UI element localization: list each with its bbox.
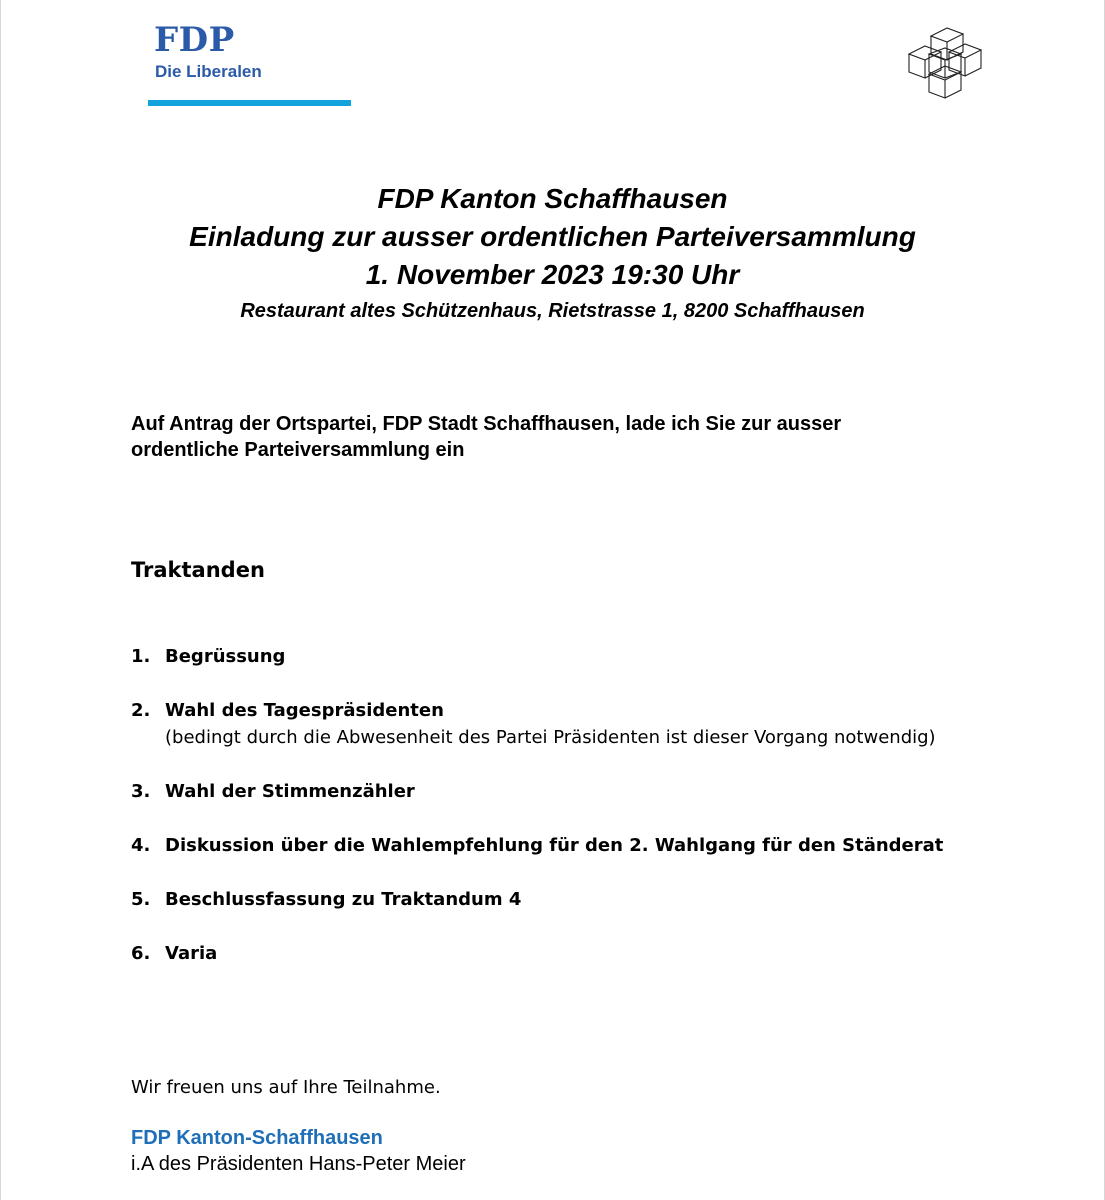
swiss-cross-outline-icon (905, 24, 985, 102)
agenda-label: Wahl der Stimmenzähler (165, 781, 415, 802)
agenda-label: Begrüssung (165, 646, 286, 667)
heading-location: Restaurant altes Schützenhaus, Rietstrasse 1, 8200 Schaffhausen (240, 300, 865, 322)
agenda-number: 3. (131, 781, 151, 802)
agenda-item (131, 832, 981, 859)
signature-org: FDP Kanton-Schaffhausen (131, 1127, 383, 1149)
closing-text: Wir freuen uns auf Ihre Teilnahme. (131, 1077, 441, 1098)
agenda-label: Beschlussfassung zu Traktandum 4 (165, 889, 522, 910)
agenda-number: 4. (131, 835, 151, 856)
agenda-number: 5. (131, 889, 151, 910)
invitation-heading (0, 180, 1105, 326)
section-title: Traktanden (131, 558, 265, 582)
agenda-number: 2. (131, 700, 151, 721)
logo-main-text: FDP (154, 20, 235, 60)
logo-sub-text: Die Liberalen (155, 62, 262, 81)
agenda-item (131, 886, 981, 913)
heading-org: FDP Kanton Schaffhausen (377, 183, 728, 214)
agenda-number: 1. (131, 646, 151, 667)
intro-paragraph: Auf Antrag der Ortspartei, FDP Stadt Schaffhausen, lade ich Sie zur ausser ordentliche Parteiversammlung ein (131, 413, 842, 461)
agenda-label: Wahl des Tagespräsidenten (165, 700, 444, 721)
heading-date: 1. November 2023 19:30 Uhr (365, 259, 740, 290)
agenda-item (131, 643, 981, 670)
logo-accent-bar (148, 100, 351, 106)
agenda-item (131, 778, 981, 805)
agenda-list (131, 643, 981, 967)
agenda-label: Diskussion über die Wahlempfehlung für den 2. Wahlgang für den Ständerat (165, 835, 944, 856)
agenda-label: Varia (165, 943, 218, 964)
agenda-item (131, 940, 981, 967)
agenda-note: (bedingt durch die Abwesenheit des Partei Präsidenten ist dieser Vorgang notwendig) (165, 727, 936, 748)
agenda-item (131, 697, 981, 751)
agenda-number: 6. (131, 943, 151, 964)
fdp-logo (148, 22, 351, 106)
signature-line: i.A des Präsidenten Hans-Peter Meier (131, 1153, 466, 1175)
heading-title: Einladung zur ausser ordentlichen Parteiversammlung (189, 221, 916, 252)
